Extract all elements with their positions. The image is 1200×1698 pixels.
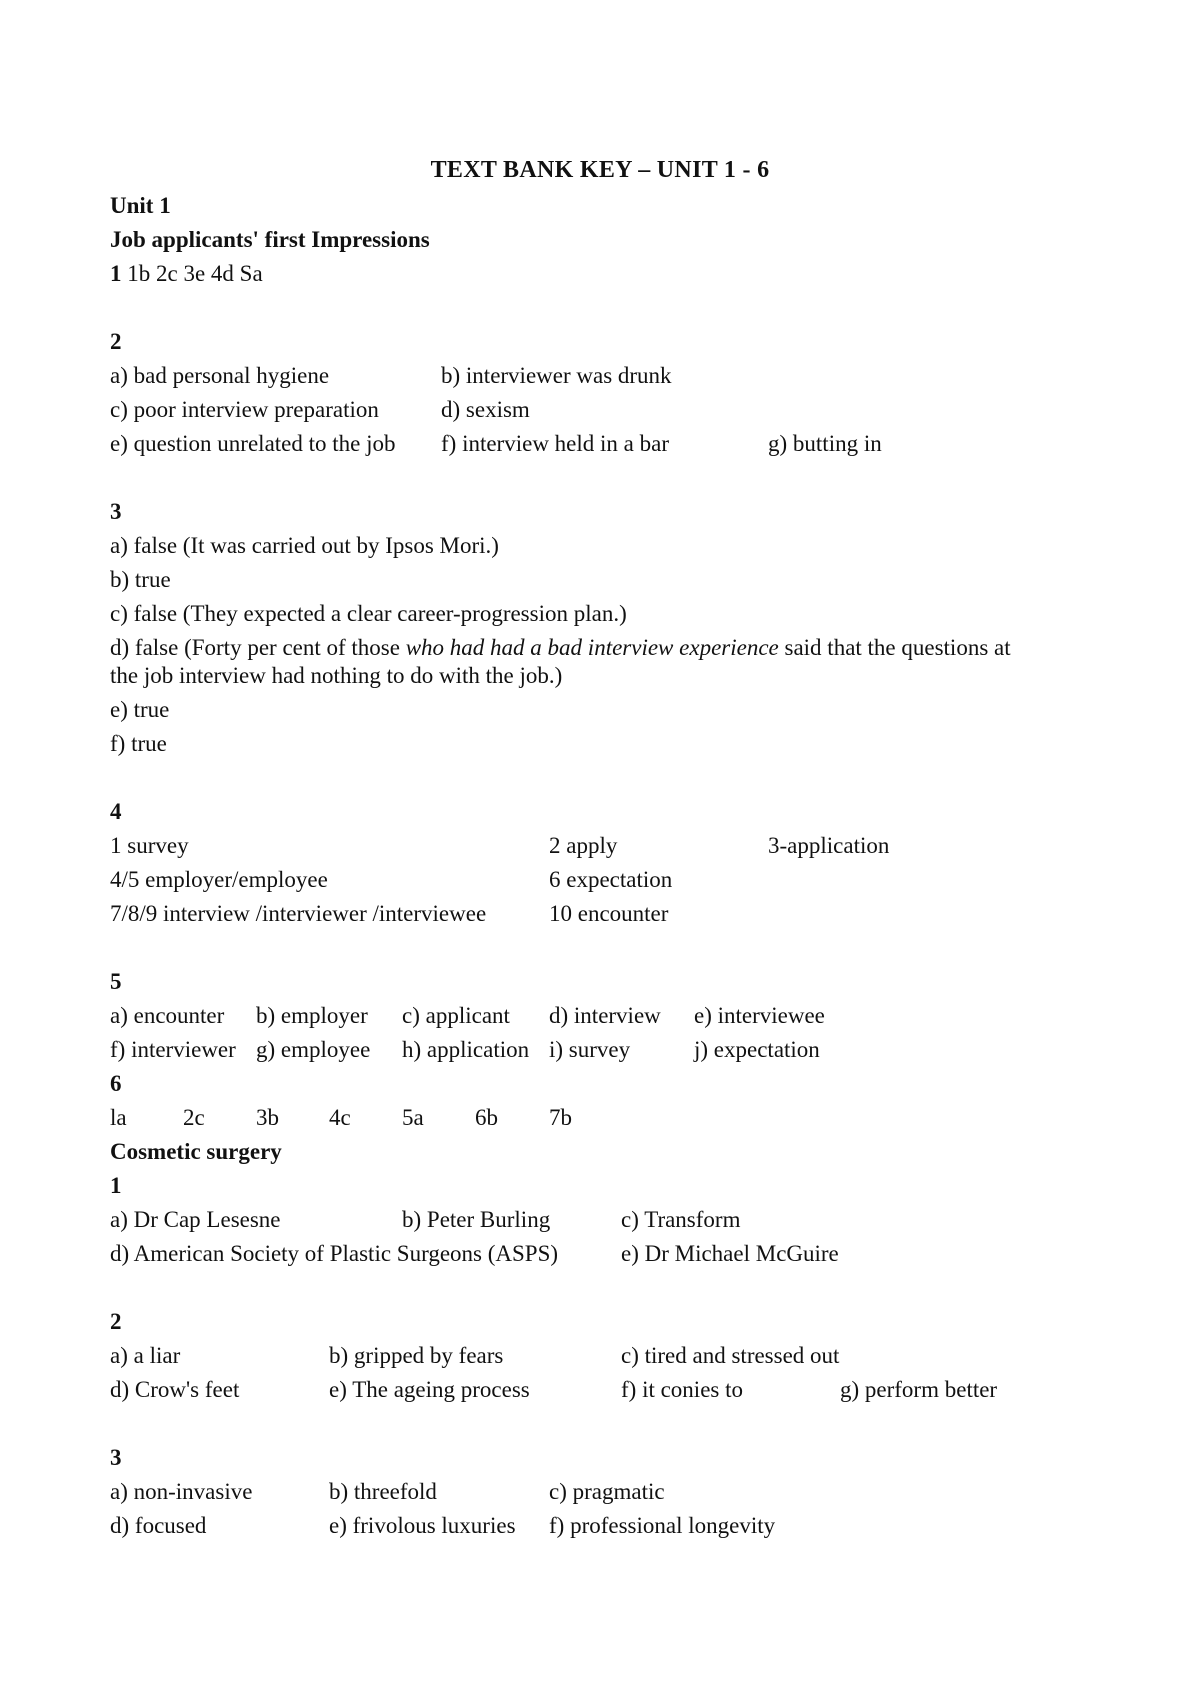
s1-ex2-item: c) poor interview preparation xyxy=(110,397,379,422)
s1-ex2-item: e) question unrelated to the job xyxy=(110,431,396,456)
s1-ex3-d-post: said that the questions at xyxy=(778,635,1011,660)
s1-ex1-line xyxy=(110,260,263,288)
s1-ex5-item: a) encounter xyxy=(110,1003,225,1028)
s1-ex2-item: a) bad personal hygiene xyxy=(110,363,330,388)
s2-ex2-item: a) a liar xyxy=(110,1343,181,1368)
s1-ex5-item: f) interviewer xyxy=(110,1037,236,1062)
s2-ex1-item: e) Dr Michael McGuire xyxy=(621,1241,839,1266)
s2-ex1-item: d) American Society of Plastic Surgeons (ASPS) xyxy=(110,1241,559,1266)
s1-ex4-item: 4/5 employer/employee xyxy=(110,867,328,892)
s1-ex3-e: e) true xyxy=(110,697,170,722)
s2-ex3-item: f) professional longevity xyxy=(549,1513,776,1538)
s2-ex2-item: g) perform better xyxy=(840,1377,998,1402)
section-heading-cosmetic-surgery: Cosmetic surgery xyxy=(110,1139,282,1164)
s1-ex2-number: 2 xyxy=(110,329,122,354)
s1-ex4-item: 6 expectation xyxy=(549,867,673,892)
s1-ex1-number: 1 xyxy=(110,261,122,286)
s1-ex3-d-italic: who had had a bad interview experience xyxy=(405,635,779,660)
s2-ex1-number: 1 xyxy=(110,1173,122,1198)
s1-ex6-item: 3b xyxy=(256,1105,279,1130)
s2-ex3-item: d) focused xyxy=(110,1513,207,1538)
s2-ex3-item: a) non-invasive xyxy=(110,1479,253,1504)
s2-ex2-item: d) Crow's feet xyxy=(110,1377,240,1402)
s2-ex2-item: c) tired and stressed out xyxy=(621,1343,840,1368)
s2-ex1-item: c) Transform xyxy=(621,1207,741,1232)
s1-ex5-item: i) survey xyxy=(549,1037,631,1062)
s1-ex3-c: c) false (They expected a clear career-progression plan.) xyxy=(110,601,627,626)
s2-ex3-number: 3 xyxy=(110,1445,122,1470)
s1-ex4-number: 4 xyxy=(110,799,122,824)
s1-ex4-item: 3-application xyxy=(768,833,890,858)
s1-ex3-d xyxy=(110,634,1011,662)
s1-ex4-item: 2 apply xyxy=(549,833,618,858)
s1-ex2-item: g) butting in xyxy=(768,431,882,456)
s1-ex3-b: b) true xyxy=(110,567,171,592)
s1-ex6-item: 5a xyxy=(402,1105,424,1130)
s2-ex3-item: c) pragmatic xyxy=(549,1479,665,1504)
s1-ex2-item: d) sexism xyxy=(441,397,530,422)
s1-ex5-item: h) application xyxy=(402,1037,530,1062)
s1-ex3-a: a) false (It was carried out by Ipsos Mori.) xyxy=(110,533,499,558)
s1-ex1-answers: 1b 2c 3e 4d Sa xyxy=(127,261,263,286)
s2-ex1-item: a) Dr Cap Lesesne xyxy=(110,1207,281,1232)
s1-ex3-d-continued: the job interview had nothing to do with the job.) xyxy=(110,663,563,688)
s1-ex5-item: d) interview xyxy=(549,1003,661,1028)
s1-ex5-item: c) applicant xyxy=(402,1003,510,1028)
s1-ex2-item: b) interviewer was drunk xyxy=(441,363,672,388)
s1-ex3-f: f) true xyxy=(110,731,167,756)
s2-ex3-item: e) frivolous luxuries xyxy=(329,1513,516,1538)
s1-ex5-item: g) employee xyxy=(256,1037,371,1062)
s1-ex6-item: 6b xyxy=(475,1105,498,1130)
s1-ex5-item: b) employer xyxy=(256,1003,368,1028)
s1-ex5-number: 5 xyxy=(110,969,122,994)
s1-ex3-d-pre: d) false (Forty per cent of those xyxy=(110,635,406,660)
s1-ex5-item: j) expectation xyxy=(694,1037,820,1062)
s1-ex6-item: la xyxy=(110,1105,127,1130)
s2-ex3-item: b) threefold xyxy=(329,1479,437,1504)
s1-ex4-item: 10 encounter xyxy=(549,901,669,926)
s2-ex2-number: 2 xyxy=(110,1309,122,1334)
page-title: TEXT BANK KEY – UNIT 1 - 6 xyxy=(430,157,770,183)
s1-ex4-item: 1 survey xyxy=(110,833,189,858)
s1-ex6-item: 2c xyxy=(183,1105,205,1130)
s1-ex6-item: 7b xyxy=(549,1105,572,1130)
s1-ex6-item: 4c xyxy=(329,1105,351,1130)
unit-heading: Unit 1 xyxy=(110,193,171,218)
section-heading-job-applicants: Job applicants' first Impressions xyxy=(110,227,430,252)
s1-ex6-number: 6 xyxy=(110,1071,122,1096)
s1-ex3-number: 3 xyxy=(110,499,122,524)
s2-ex2-item: b) gripped by fears xyxy=(329,1343,504,1368)
s2-ex1-item: b) Peter Burling xyxy=(402,1207,551,1232)
s1-ex2-item: f) interview held in a bar xyxy=(441,431,669,456)
s1-ex5-item: e) interviewee xyxy=(694,1003,825,1028)
s2-ex2-item: e) The ageing process xyxy=(329,1377,530,1402)
s2-ex2-item: f) it conies to xyxy=(621,1377,743,1402)
s1-ex4-item: 7/8/9 interview /interviewer /interviewee xyxy=(110,901,487,926)
